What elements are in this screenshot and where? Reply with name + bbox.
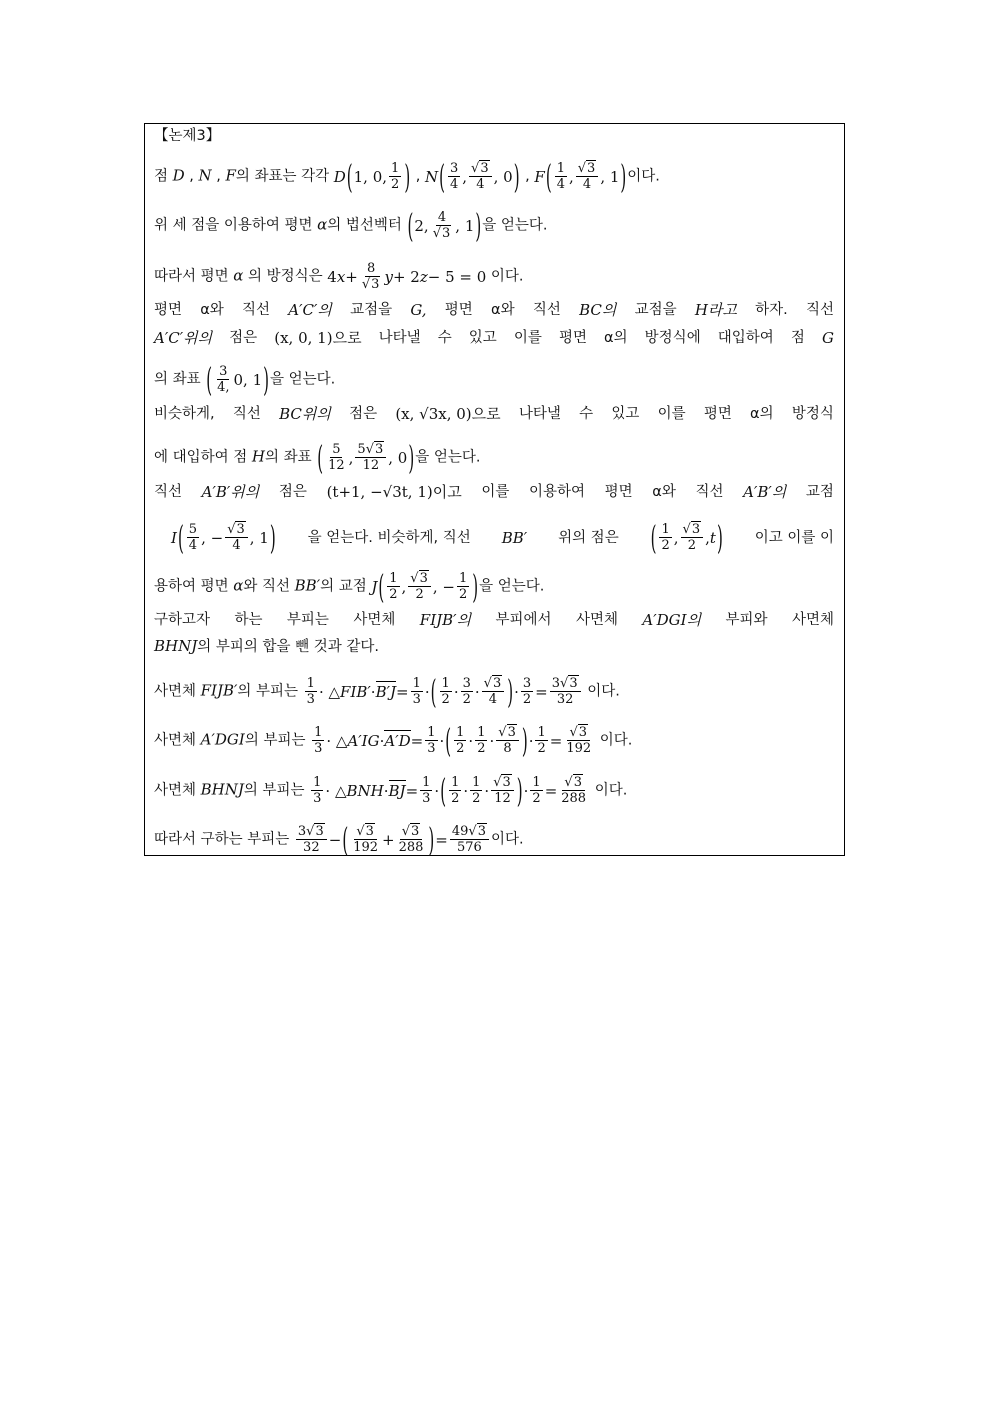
text-line-14: 사면체 FIJB′의 부피는 1 3 · △ FIB′ · B′J = 1 3 · ( 1 2 · 3 2 · √3 4 ) · 3 2 = 3√3 32 이다.	[154, 671, 620, 712]
math-point-j: J ( 1 2 , √3 2 , − 1 2 )	[371, 566, 479, 607]
text-line-8: 에 대입하여 점 H의 좌표 ( 5 12 , 5√3 12 , 0 ) 을 얻는다.	[154, 437, 481, 478]
math-point-bb-line: ( 1 2 , √3 2 , t )	[650, 517, 723, 558]
text-line-1: 점 D , N , F의 좌표는 각각 D ( 1, 0, 1 2 ) , N ( 3 4 , √3 4 , 0 ) , F ( 1 4 , √3 4 , 1 ) 이다.	[154, 156, 660, 197]
text-line-11: 용하여 평면 α와 직선 BB′의 교점 J ( 1 2 , √3 2 , − 1 2 ) 을 얻는다.	[154, 566, 545, 607]
solution-box	[144, 123, 845, 860]
text-line-6: 의 좌표 ( 3 4, 0, 1 ) 을 얻는다.	[154, 359, 336, 400]
math-point-d: D ( 1, 0, 1 2 )	[333, 156, 411, 197]
math-point-f: F ( 1 4 , √3 4 , 1 )	[534, 156, 627, 197]
math-point-n: N ( 3 4 , √3 4 , 0 )	[425, 156, 520, 197]
math-normal-vector: ( 2, 4 √3 , 1 )	[407, 205, 482, 246]
text-line-4: 평면 α와 직선 A′C′의 교점을 G, 평면 α와 직선 BC의 교점을 H라고 하자. 직선	[154, 301, 834, 319]
text-line-9: 직선 A′B′위의 점은 (t+1, −√3t, 1)이고 이를 이용하여 평면 α와 직선 A′B′의 교점	[154, 483, 834, 501]
text-line-13: BHNJ의 부피의 합을 뺀 것과 같다.	[154, 637, 379, 655]
problem-title: 【논제3】	[154, 128, 221, 144]
math-plane-equation: 4 x + 8 √3 y + 2 z − 5 = 0	[327, 261, 487, 292]
text-line-10: I ( 5 4 , − √3 4 , 1 ) 을 얻는다. 비슷하게, 직선 BB′ 위의 점은 ( 1 2 , √3 2 , t ) 이고 이를 이	[171, 517, 834, 558]
text-line-2: 위 세 점을 이용하여 평면 α의 법선벡터 ( 2, 4 √3 , 1 ) 을 얻는다.	[154, 205, 548, 246]
text-line-15: 사면체 A′DGI의 부피는 1 3 · △ A′IG · A′D = 1 3 · ( 1 2 · 1 2 · √3 8 ) · 1 2 = √3 192 이다.	[154, 720, 633, 761]
text-line-12: 구하고자 하는 부피는 사면체 FIJB′의 부피에서 사면체 A′DGI의 부피와 사면체	[154, 611, 834, 629]
text-line-3: 따라서 평면 α 의 방정식은 4 x + 8 √3 y + 2 z − 5 = 0 이다.	[154, 261, 524, 292]
text-line-5: A′C′위의 점은 (x, 0, 1)으로 나타낼 수 있고 이를 평면 α의 방정식에 대입하여 점 G	[154, 329, 834, 347]
math-volume-fijb: 1 3 · △ FIB′ · B′J = 1 3 · ( 1 2 · 3 2 · √3 4 ) · 3 2 = 3√3 32	[303, 676, 583, 707]
math-point-g: ( 3 4, 0, 1 )	[206, 359, 269, 400]
text-line-17: 따라서 구하는 부피는 3√3 32 − ( √3 192 + √3 288 ) = 49√3 576 이다.	[154, 819, 524, 860]
math-volume-adgi: 1 3 · △ A′IG · A′D = 1 3 · ( 1 2 · 1 2 · √3 8 ) · 1 2 = √3 192	[314, 720, 592, 761]
math-volume-bhnj: 1 3 · △ BNH · BJ = 1 3 · ( 1 2 · 1 2 · √3 12 ) · 1 2 = √3 288	[313, 770, 587, 811]
math-point-h: ( 5 12 , 5√3 12 , 0 )	[317, 437, 415, 478]
math-point-i: I ( 5 4 , − √3 4 , 1 )	[171, 517, 276, 558]
text-line-16: 사면체 BHNJ의 부피는 1 3 · △ BNH · BJ = 1 3 · ( 1 2 · 1 2 · √3 12 ) · 1 2 = √3 288 이다.	[154, 770, 628, 811]
text-line-7: 비슷하게, 직선 BC위의 점은 (x, √3x, 0)으로 나타낼 수 있고 이를 평면 α의 방정식	[154, 405, 834, 423]
math-final-volume: 3√3 32 − ( √3 192 + √3 288 ) = 49√3 576	[294, 824, 491, 855]
